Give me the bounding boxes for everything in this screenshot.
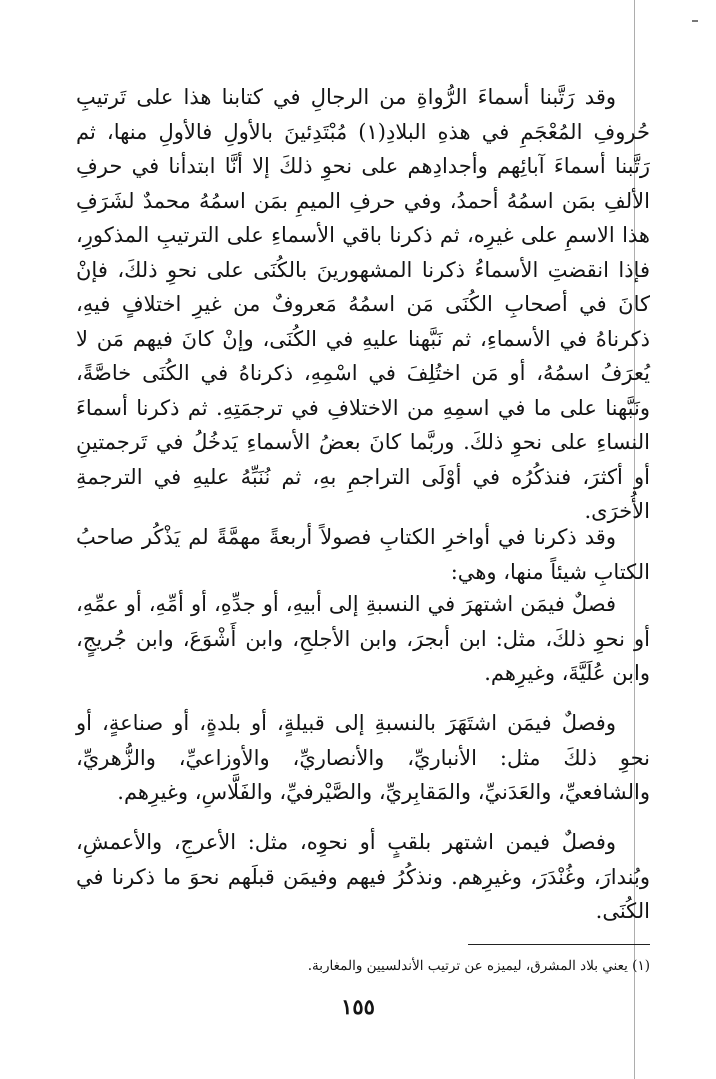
- paragraph-text: وقد ذكرنا في أواخرِ الكتابِ فصولاً أربعةً مهمَّةً لم يَذْكُر صاحبُ الكتابِ شيئاً منها، وهي:: [76, 525, 650, 584]
- scan-mark: [692, 20, 698, 22]
- footnote-divider: [468, 944, 650, 945]
- paragraph-chapters-intro: [76, 520, 650, 589]
- paragraph-text: وقد رَتَّبنا أسماءَ الرُّواةِ من الرجالِ في كتابنا هذا على تَرتيبِ حُروفِ المُعْجَمِ في هذهِ البلادِ(١) مُبْتَدِئينَ بالأولِ فالأولِ منها، ثم رَتَّبنا أسماءَ آبائِهم وأجدادِهم على نحوِ ذلكَ إلا أنَّا ابتدأنا في حرفِ الألفِ بمَن اسمُهُ أحمدُ، وفي حرفِ الميمِ بمَن اسمُهُ محمدٌ لشَرَفِ هذا الاسمِ على غيرِه، ثم ذكرنا باقي الأسماءِ على الترتيبِ المذكورِ، فإذا انقضتِ الأسماءُ ذكرنا المشهورينَ بالكُنَى على نحوِ ذلكَ، فإنْ كانَ في أصحابِ الكُنَى مَن اسمُهُ مَعروفٌ من غيرِ اختلافٍ فيهِ، ذكرناهُ في الأسماءِ، ثم نَبَّهنا عليهِ في الكُنَى، وإنْ كانَ فيهم مَن لا يُعرَفُ اسمُهُ، أو مَن اختُلِفَ في اسْمِهِ، ذكرناهُ في الكُنَى خاصَّةً، ونَبَّهنا على ما في اسمِهِ من الاختلافِ في ترجمَتِهِ. ثم ذكرنا أسماءَ النساءِ على نحوِ ذلكَ. وربَّما كانَ بعضُ الأسماءِ يَدخُلُ في تَرجمتينِ أو أكثرَ، فنذكُرُه في أوْلَى التراجمِ بهِ، ثم نُنَبِّهُ عليهِ في الترجمةِ الأُخرَى.: [76, 85, 650, 523]
- paragraph-arrangement: [76, 80, 650, 529]
- paragraph-chapter-nicknames: [76, 825, 650, 929]
- paragraph-chapter-father-lineage: [76, 587, 650, 691]
- footnote: (١) يعني بلاد المشرق، ليميزه عن ترتيب الأندلسيين والمغاربة.: [307, 958, 650, 974]
- page-number: ١٥٥: [341, 994, 375, 1019]
- paragraph-text: وفصلٌ فيمن اشتهر بلقبٍ أو نحوِه، مثل: الأعرجِ، والأعمشِ، وبُندارَ، وغُنْدَرَ، وغيرِهم. ونذكُرُ فيهم وفيمَن قبلَهم نحوَ ما ذكرنا في الكُنَى.: [76, 830, 650, 923]
- paragraph-text: وفصلٌ فيمَن اشتَهَرَ بالنسبةِ إلى قبيلةٍ، أو بلدةٍ، أو صناعةٍ، أو نحوِ ذلكَ مثل: الأنباريِّ، والأنصاريِّ، والأوزاعيِّ، والزُّهريِّ، والشافعيِّ، والعَدَنيِّ، والمَقابِريِّ، والصَّيْرفيِّ، والفَلَّاسِ، وغيرِهم.: [76, 711, 650, 804]
- paragraph-chapter-tribe-lineage: [76, 706, 650, 810]
- paragraph-text: فصلٌ فيمَن اشتهرَ في النسبةِ إلى أبيهِ، أو جدِّهِ، أو أمِّهِ، أو عمِّهِ، أو نحوِ ذلكَ، مثل: ابن أبجرَ، وابن الأجلحِ، وابن أَشْوَعَ، وابن جُريجٍ، وابن عُلَيَّةَ، وغيرِهم.: [76, 592, 650, 685]
